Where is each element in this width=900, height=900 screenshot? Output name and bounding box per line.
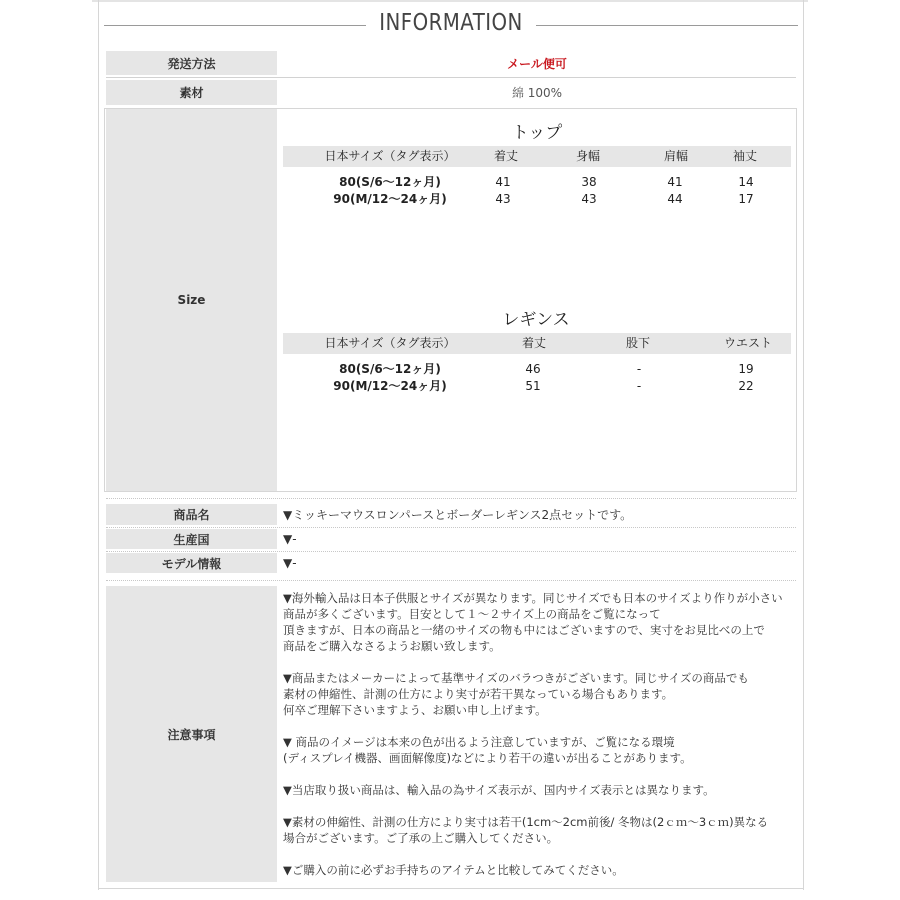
tops-cell: 43 bbox=[495, 192, 511, 206]
tops-col-shoulder: 肩幅 bbox=[663, 149, 688, 163]
shipping-value: メール便可 bbox=[507, 56, 567, 71]
note-paragraph: ▼海外輸入品は日本子供服とサイズが異なります。同じサイズでも日本のサイズより作りが小さい 商品が多くございます。目安として１～２サイズ上の商品をご覧になって 頂きますが、日本の商品と一緒のサイズの物も中にはございますので、実寸をお見比べの上で 商品をご購入なさるようお願い致します。 bbox=[283, 591, 783, 653]
tops-cell: 17 bbox=[738, 192, 754, 206]
note-paragraph: ▼素材の伸縮性、計測の仕方により実寸は若干(1cm〜2cm前後/ 冬物は(2ｃｍ〜3ｃｍ)異なる 場合がございます。ご了承の上ご購入してください。 bbox=[283, 815, 769, 845]
divider bbox=[106, 580, 796, 582]
information-header bbox=[104, 8, 798, 44]
tops-col-width: 身幅 bbox=[575, 149, 600, 163]
tops-col-length: 着丈 bbox=[493, 149, 518, 163]
leggings-title: レギンス bbox=[502, 310, 570, 330]
tops-col-sleeve: 袖丈 bbox=[732, 149, 757, 163]
tops-cell: 44 bbox=[667, 192, 683, 206]
leggings-cell-size: 80(S/6〜12ヶ月) bbox=[339, 362, 441, 376]
header-rule-right bbox=[536, 25, 798, 26]
leggings-cell: 46 bbox=[525, 362, 541, 376]
notes-label: 注意事項 bbox=[106, 586, 277, 882]
product-name-label: 商品名 bbox=[106, 504, 277, 525]
product-name-value: ▼ミッキーマウスロンパースとボーダーレギンス2点セットです。 bbox=[283, 508, 633, 522]
tops-cell-size: 80(S/6〜12ヶ月) bbox=[339, 175, 441, 189]
model-label: モデル情報 bbox=[106, 553, 277, 573]
tops-title: トップ bbox=[511, 123, 563, 143]
material-value: 綿 100% bbox=[511, 86, 563, 100]
tops-cell: 41 bbox=[667, 175, 683, 189]
leggings-col-size: 日本サイズ（タグ表示） bbox=[324, 336, 456, 350]
leggings-cell: 22 bbox=[738, 379, 754, 393]
tops-table-header bbox=[283, 146, 791, 167]
tops-cell-size: 90(M/12〜24ヶ月) bbox=[333, 192, 447, 206]
leggings-cell: - bbox=[636, 362, 642, 376]
note-paragraph: ▼当店取り扱い商品は、輸入品の為サイズ表示が、国内サイズ表示とは異なります。 bbox=[283, 783, 715, 797]
leggings-col-waist: ウエスト bbox=[723, 336, 772, 350]
origin-value: ▼- bbox=[283, 532, 297, 546]
size-label: Size bbox=[106, 109, 277, 491]
leggings-cell: 51 bbox=[525, 379, 541, 393]
leggings-col-inseam: 股下 bbox=[625, 336, 650, 350]
model-value: ▼- bbox=[283, 556, 297, 570]
leggings-cell: 19 bbox=[738, 362, 754, 376]
tops-cell: 14 bbox=[738, 175, 754, 189]
notes-text bbox=[283, 590, 793, 894]
header-rule-left bbox=[104, 25, 366, 26]
note-paragraph: ▼商品またはメーカーによって基準サイズのバラつきがございます。同じサイズの商品でも 素材の伸縮性、計測の仕方により実寸が若干異なっている場合もあります。 何卒ご理解下さいますよう、お願い申し上げます。 bbox=[283, 671, 749, 717]
note-paragraph: ▼ご購入の前に必ずお手持ちのアイテムと比較してみてください。 bbox=[283, 863, 624, 877]
tops-cell: 41 bbox=[495, 175, 511, 189]
leggings-table-header bbox=[283, 333, 791, 354]
leggings-cell-size: 90(M/12〜24ヶ月) bbox=[333, 379, 447, 393]
divider bbox=[106, 77, 796, 78]
shipping-label: 発送方法 bbox=[106, 51, 277, 75]
tops-cell: 38 bbox=[581, 175, 597, 189]
leggings-cell: - bbox=[636, 379, 642, 393]
material-label: 素材 bbox=[106, 80, 277, 105]
tops-cell: 43 bbox=[581, 192, 597, 206]
divider bbox=[106, 498, 796, 500]
leggings-col-length: 着丈 bbox=[521, 336, 546, 350]
note-paragraph: ▼ 商品のイメージは本来の色が出るよう注意していますが、ご覧になる環境 (ディスプレイ機器、画面解像度)などにより若干の違いが出ることがあります。 bbox=[283, 735, 692, 765]
tops-col-size: 日本サイズ（タグ表示） bbox=[324, 149, 456, 163]
origin-label: 生産国 bbox=[106, 529, 277, 549]
page-title: INFORMATION bbox=[379, 10, 523, 36]
